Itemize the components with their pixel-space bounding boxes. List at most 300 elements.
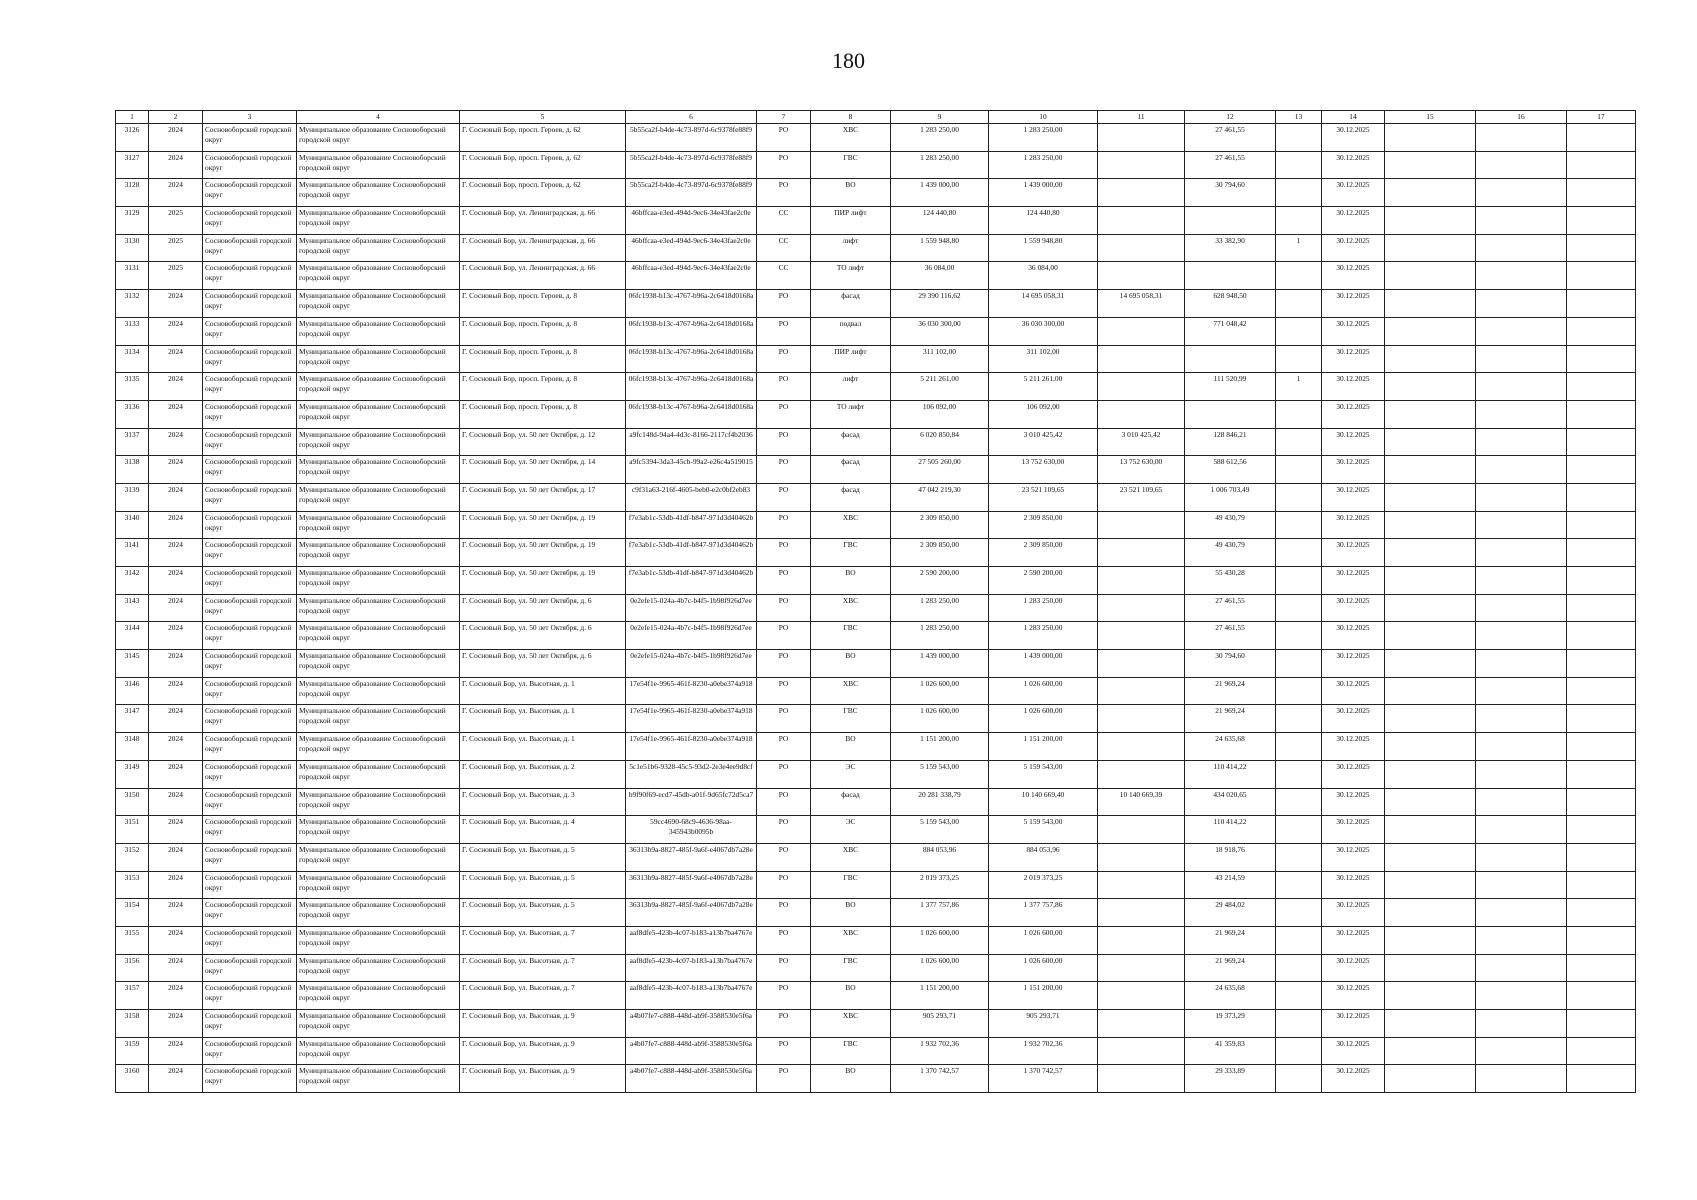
column-number-15: 15 [1385, 111, 1476, 124]
table-row [116, 760, 1636, 788]
col-15-cell [1385, 400, 1476, 428]
cost-extra-cell: 434 020,65 [1185, 788, 1276, 816]
total-cost-cell: 1 370 742,57 [891, 1065, 989, 1093]
col-17-cell [1567, 262, 1636, 290]
table-row [116, 539, 1636, 567]
year-cell: 2024 [149, 179, 203, 207]
cost-other-cell [1098, 151, 1185, 179]
cost-extra-cell: 110 414,22 [1185, 760, 1276, 788]
program-code-cell: РО [757, 843, 811, 871]
municipality-cell: Муниципальное образование Сосновоборский городской округ [297, 982, 460, 1010]
house-guid-cell: 0e2efe15-024a-4b7c-b4f5-1b98f926d7ee [626, 650, 757, 678]
house-guid-cell: f7e3ab1c-53db-41df-b847-971d3d40462b [626, 567, 757, 595]
col-13-cell [1276, 207, 1322, 235]
col-13-cell [1276, 705, 1322, 733]
row-number-cell: 3132 [116, 290, 149, 318]
house-guid-cell: 0e2efe15-024a-4b7c-b4f5-1b98f926d7ee [626, 622, 757, 650]
work-type-cell: ХВС [811, 677, 891, 705]
cost-extra-cell: 49 430,79 [1185, 539, 1276, 567]
column-number-2: 2 [149, 111, 203, 124]
house-guid-cell: 17e54f1e-9965-461f-8230-a0ebe374a918 [626, 677, 757, 705]
cost-fund-cell: 2 590 200,00 [989, 567, 1098, 595]
municipal-district-cell: Сосновоборский городской округ [203, 428, 297, 456]
work-type-cell: ГВС [811, 705, 891, 733]
col-17-cell [1567, 871, 1636, 899]
cost-other-cell [1098, 511, 1185, 539]
program-code-cell: РО [757, 982, 811, 1010]
table-row [116, 207, 1636, 235]
col-13-cell [1276, 982, 1322, 1010]
end-date-cell: 30.12.2025 [1322, 483, 1385, 511]
work-type-cell: ВО [811, 1065, 891, 1093]
row-number-cell: 3130 [116, 234, 149, 262]
municipality-cell: Муниципальное образование Сосновоборский городской округ [297, 1037, 460, 1065]
year-cell: 2024 [149, 871, 203, 899]
work-type-cell: фасад [811, 788, 891, 816]
cost-fund-cell: 1 283 250,00 [989, 151, 1098, 179]
table-row [116, 290, 1636, 318]
cost-extra-cell: 19 373,29 [1185, 1010, 1276, 1038]
col-13-cell: 1 [1276, 234, 1322, 262]
col-13-cell [1276, 290, 1322, 318]
end-date-cell: 30.12.2025 [1322, 207, 1385, 235]
address-cell: Г. Сосновый Бор, ул. 50 лет Октября, д. 19 [460, 567, 626, 595]
row-number-cell: 3137 [116, 428, 149, 456]
work-type-cell: ГВС [811, 151, 891, 179]
cost-other-cell [1098, 567, 1185, 595]
col-16-cell [1476, 428, 1567, 456]
total-cost-cell: 1 026 600,00 [891, 705, 989, 733]
col-17-cell [1567, 511, 1636, 539]
work-type-cell: ХВС [811, 843, 891, 871]
municipality-cell: Муниципальное образование Сосновоборский городской округ [297, 456, 460, 484]
table-row [116, 456, 1636, 484]
municipal-district-cell: Сосновоборский городской округ [203, 677, 297, 705]
municipality-cell: Муниципальное образование Сосновоборский городской округ [297, 483, 460, 511]
cost-fund-cell: 1 283 250,00 [989, 622, 1098, 650]
end-date-cell: 30.12.2025 [1322, 843, 1385, 871]
end-date-cell: 30.12.2025 [1322, 179, 1385, 207]
col-13-cell [1276, 400, 1322, 428]
col-15-cell [1385, 1037, 1476, 1065]
municipality-cell: Муниципальное образование Сосновоборский городской округ [297, 345, 460, 373]
cost-other-cell [1098, 982, 1185, 1010]
end-date-cell: 30.12.2025 [1322, 151, 1385, 179]
table-row [116, 483, 1636, 511]
total-cost-cell: 1 283 250,00 [891, 151, 989, 179]
program-code-cell: РО [757, 1065, 811, 1093]
end-date-cell: 30.12.2025 [1322, 622, 1385, 650]
house-guid-cell: aaf8dfe5-423b-4c07-b183-a13b7ba4767e [626, 926, 757, 954]
col-16-cell [1476, 650, 1567, 678]
house-guid-cell: 46bffcaa-e3ed-494d-9ec6-34e43fae2c0e [626, 262, 757, 290]
col-15-cell [1385, 760, 1476, 788]
col-15-cell [1385, 234, 1476, 262]
col-15-cell [1385, 650, 1476, 678]
col-16-cell [1476, 788, 1567, 816]
col-17-cell [1567, 954, 1636, 982]
col-17-cell [1567, 982, 1636, 1010]
house-guid-cell: aaf8dfe5-423b-4c07-b183-a13b7ba4767e [626, 954, 757, 982]
program-code-cell: РО [757, 622, 811, 650]
col-15-cell [1385, 954, 1476, 982]
col-17-cell [1567, 1010, 1636, 1038]
cost-extra-cell: 110 414,22 [1185, 816, 1276, 844]
col-17-cell [1567, 926, 1636, 954]
address-cell: Г. Сосновый Бор, ул. 50 лет Октября, д. 17 [460, 483, 626, 511]
col-13-cell [1276, 816, 1322, 844]
municipality-cell: Муниципальное образование Сосновоборский городской округ [297, 871, 460, 899]
program-code-cell: РО [757, 428, 811, 456]
municipality-cell: Муниципальное образование Сосновоборский городской округ [297, 400, 460, 428]
end-date-cell: 30.12.2025 [1322, 428, 1385, 456]
cost-other-cell [1098, 262, 1185, 290]
cost-fund-cell: 2 309 850,00 [989, 539, 1098, 567]
cost-fund-cell: 1 377 757,86 [989, 899, 1098, 927]
address-cell: Г. Сосновый Бор, ул. 50 лет Октября, д. 12 [460, 428, 626, 456]
work-type-cell: фасад [811, 456, 891, 484]
cost-other-cell [1098, 622, 1185, 650]
year-cell: 2024 [149, 594, 203, 622]
municipality-cell: Муниципальное образование Сосновоборский городской округ [297, 843, 460, 871]
total-cost-cell: 5 211 261,00 [891, 373, 989, 401]
work-type-cell: ЭС [811, 816, 891, 844]
end-date-cell: 30.12.2025 [1322, 788, 1385, 816]
col-13-cell: 1 [1276, 373, 1322, 401]
cost-fund-cell: 1 439 000,00 [989, 179, 1098, 207]
col-16-cell [1476, 843, 1567, 871]
work-type-cell: ПИР лифт [811, 345, 891, 373]
house-guid-cell: 06fc1938-b13c-4767-b96a-2c6418d0168a [626, 317, 757, 345]
cost-fund-cell: 311 102,00 [989, 345, 1098, 373]
row-number-cell: 3133 [116, 317, 149, 345]
col-17-cell [1567, 151, 1636, 179]
work-type-cell: ВО [811, 650, 891, 678]
program-code-cell: РО [757, 151, 811, 179]
cost-extra-cell [1185, 207, 1276, 235]
cost-extra-cell: 18 918,76 [1185, 843, 1276, 871]
house-guid-cell: 5b55ca2f-b4de-4c73-897d-6c9378fe88f9 [626, 124, 757, 152]
address-cell: Г. Сосновый Бор, просп. Героев, д. 8 [460, 373, 626, 401]
col-13-cell [1276, 428, 1322, 456]
col-16-cell [1476, 954, 1567, 982]
col-17-cell [1567, 345, 1636, 373]
col-17-cell [1567, 179, 1636, 207]
total-cost-cell: 2 309 850,00 [891, 511, 989, 539]
total-cost-cell: 1 377 757,86 [891, 899, 989, 927]
end-date-cell: 30.12.2025 [1322, 234, 1385, 262]
cost-extra-cell [1185, 345, 1276, 373]
address-cell: Г. Сосновый Бор, ул. Высотная, д. 4 [460, 816, 626, 844]
table-row [116, 317, 1636, 345]
cost-fund-cell: 124 440,80 [989, 207, 1098, 235]
row-number-cell: 3149 [116, 760, 149, 788]
col-17-cell [1567, 317, 1636, 345]
address-cell: Г. Сосновый Бор, просп. Героев, д. 62 [460, 151, 626, 179]
column-number-12: 12 [1185, 111, 1276, 124]
municipality-cell: Муниципальное образование Сосновоборский городской округ [297, 622, 460, 650]
address-cell: Г. Сосновый Бор, ул. Высотная, д. 1 [460, 733, 626, 761]
cost-extra-cell: 55 430,28 [1185, 567, 1276, 595]
cost-other-cell: 23 521 109,65 [1098, 483, 1185, 511]
municipality-cell: Муниципальное образование Сосновоборский городской округ [297, 124, 460, 152]
total-cost-cell: 1 151 200,00 [891, 733, 989, 761]
row-number-cell: 3152 [116, 843, 149, 871]
address-cell: Г. Сосновый Бор, ул. 50 лет Октября, д. 6 [460, 622, 626, 650]
cost-fund-cell: 1 026 600,00 [989, 705, 1098, 733]
cost-fund-cell: 1 026 600,00 [989, 677, 1098, 705]
total-cost-cell: 124 440,80 [891, 207, 989, 235]
col-15-cell [1385, 816, 1476, 844]
program-code-cell: РО [757, 705, 811, 733]
total-cost-cell: 311 102,00 [891, 345, 989, 373]
address-cell: Г. Сосновый Бор, просп. Героев, д. 62 [460, 124, 626, 152]
municipal-district-cell: Сосновоборский городской округ [203, 124, 297, 152]
cost-fund-cell: 3 010 425,42 [989, 428, 1098, 456]
address-cell: Г. Сосновый Бор, ул. Ленинградская, д. 66 [460, 207, 626, 235]
work-type-cell: лифт [811, 234, 891, 262]
program-code-cell: РО [757, 539, 811, 567]
address-cell: Г. Сосновый Бор, ул. Высотная, д. 1 [460, 677, 626, 705]
municipal-district-cell: Сосновоборский городской округ [203, 899, 297, 927]
work-type-cell: ПИР лифт [811, 207, 891, 235]
col-16-cell [1476, 871, 1567, 899]
program-code-cell: РО [757, 871, 811, 899]
total-cost-cell: 6 020 850,84 [891, 428, 989, 456]
cost-extra-cell: 111 520,99 [1185, 373, 1276, 401]
program-code-cell: РО [757, 926, 811, 954]
work-type-cell: ТО лифт [811, 400, 891, 428]
cost-fund-cell: 884 053,96 [989, 843, 1098, 871]
cost-extra-cell: 27 461,55 [1185, 594, 1276, 622]
program-code-cell: РО [757, 400, 811, 428]
year-cell: 2024 [149, 733, 203, 761]
address-cell: Г. Сосновый Бор, ул. Высотная, д. 5 [460, 843, 626, 871]
col-17-cell [1567, 1065, 1636, 1093]
cost-fund-cell: 14 695 058,31 [989, 290, 1098, 318]
cost-fund-cell: 23 521 109,65 [989, 483, 1098, 511]
cost-extra-cell: 30 794,60 [1185, 179, 1276, 207]
end-date-cell: 30.12.2025 [1322, 317, 1385, 345]
row-number-cell: 3153 [116, 871, 149, 899]
col-16-cell [1476, 345, 1567, 373]
col-17-cell [1567, 733, 1636, 761]
municipal-district-cell: Сосновоборский городской округ [203, 622, 297, 650]
year-cell: 2024 [149, 124, 203, 152]
col-16-cell [1476, 1065, 1567, 1093]
col-17-cell [1567, 539, 1636, 567]
cost-other-cell [1098, 954, 1185, 982]
col-15-cell [1385, 594, 1476, 622]
column-number-row [116, 111, 1636, 124]
total-cost-cell: 1 283 250,00 [891, 594, 989, 622]
municipal-district-cell: Сосновоборский городской округ [203, 594, 297, 622]
end-date-cell: 30.12.2025 [1322, 677, 1385, 705]
year-cell: 2025 [149, 262, 203, 290]
col-16-cell [1476, 539, 1567, 567]
table-row [116, 151, 1636, 179]
municipality-cell: Муниципальное образование Сосновоборский городской округ [297, 1010, 460, 1038]
program-code-cell: РО [757, 567, 811, 595]
municipality-cell: Муниципальное образование Сосновоборский городской округ [297, 954, 460, 982]
total-cost-cell: 20 281 338,79 [891, 788, 989, 816]
cost-fund-cell: 2 309 850,00 [989, 511, 1098, 539]
total-cost-cell: 27 505 260,00 [891, 456, 989, 484]
col-13-cell [1276, 539, 1322, 567]
end-date-cell: 30.12.2025 [1322, 705, 1385, 733]
cost-extra-cell [1185, 400, 1276, 428]
page-number: 180 [832, 48, 865, 73]
end-date-cell: 30.12.2025 [1322, 511, 1385, 539]
program-code-cell: РО [757, 317, 811, 345]
row-number-cell: 3143 [116, 594, 149, 622]
col-16-cell [1476, 317, 1567, 345]
cost-other-cell [1098, 124, 1185, 152]
year-cell: 2024 [149, 899, 203, 927]
year-cell: 2024 [149, 151, 203, 179]
col-15-cell [1385, 567, 1476, 595]
col-17-cell [1567, 622, 1636, 650]
col-17-cell [1567, 677, 1636, 705]
house-guid-cell: 46bffcaa-e3ed-494d-9ec6-34e43fae2c0e [626, 234, 757, 262]
cost-fund-cell: 1 026 600,00 [989, 954, 1098, 982]
work-type-cell: ВО [811, 982, 891, 1010]
row-number-cell: 3129 [116, 207, 149, 235]
total-cost-cell: 1 026 600,00 [891, 926, 989, 954]
table-row [116, 843, 1636, 871]
col-16-cell [1476, 207, 1567, 235]
municipal-district-cell: Сосновоборский городской округ [203, 207, 297, 235]
table-row [116, 1037, 1636, 1065]
house-guid-cell: 59cc4690-68c9-4636-98aa-345943b0095b [626, 816, 757, 844]
cost-fund-cell: 1 026 600,00 [989, 926, 1098, 954]
column-number-4: 4 [297, 111, 460, 124]
total-cost-cell: 1 151 200,00 [891, 982, 989, 1010]
table-row [116, 954, 1636, 982]
cost-other-cell [1098, 1065, 1185, 1093]
municipal-district-cell: Сосновоборский городской округ [203, 317, 297, 345]
house-guid-cell: a4b07fe7-c888-448d-ab9f-3588530e5f6a [626, 1010, 757, 1038]
col-15-cell [1385, 483, 1476, 511]
col-13-cell [1276, 622, 1322, 650]
program-code-cell: РО [757, 816, 811, 844]
municipal-district-cell: Сосновоборский городской округ [203, 400, 297, 428]
work-type-cell: ЭС [811, 760, 891, 788]
end-date-cell: 30.12.2025 [1322, 290, 1385, 318]
year-cell: 2024 [149, 843, 203, 871]
year-cell: 2024 [149, 677, 203, 705]
total-cost-cell: 1 026 600,00 [891, 677, 989, 705]
address-cell: Г. Сосновый Бор, ул. 50 лет Октября, д. 14 [460, 456, 626, 484]
year-cell: 2024 [149, 428, 203, 456]
address-cell: Г. Сосновый Бор, ул. 50 лет Октября, д. 6 [460, 594, 626, 622]
year-cell: 2024 [149, 650, 203, 678]
col-15-cell [1385, 428, 1476, 456]
col-17-cell [1567, 456, 1636, 484]
cost-extra-cell: 628 948,50 [1185, 290, 1276, 318]
col-15-cell [1385, 207, 1476, 235]
municipal-district-cell: Сосновоборский городской округ [203, 179, 297, 207]
house-guid-cell: 46bffcaa-e3ed-494d-9ec6-34e43fae2c0e [626, 207, 757, 235]
year-cell: 2024 [149, 982, 203, 1010]
cost-other-cell: 10 140 669,39 [1098, 788, 1185, 816]
col-15-cell [1385, 1065, 1476, 1093]
cost-fund-cell: 1 932 702,36 [989, 1037, 1098, 1065]
municipality-cell: Муниципальное образование Сосновоборский городской округ [297, 290, 460, 318]
col-16-cell [1476, 1037, 1567, 1065]
municipal-district-cell: Сосновоборский городской округ [203, 816, 297, 844]
cost-other-cell [1098, 733, 1185, 761]
cost-fund-cell: 5 211 261,00 [989, 373, 1098, 401]
cost-fund-cell: 13 752 630,00 [989, 456, 1098, 484]
cost-other-cell [1098, 373, 1185, 401]
cost-extra-cell: 24 635,68 [1185, 982, 1276, 1010]
work-type-cell: ХВС [811, 124, 891, 152]
col-15-cell [1385, 151, 1476, 179]
table-row [116, 567, 1636, 595]
work-type-cell: ТО лифт [811, 262, 891, 290]
total-cost-cell: 1 439 000,00 [891, 179, 989, 207]
address-cell: Г. Сосновый Бор, просп. Героев, д. 8 [460, 317, 626, 345]
row-number-cell: 3126 [116, 124, 149, 152]
col-17-cell [1567, 290, 1636, 318]
row-number-cell: 3140 [116, 511, 149, 539]
municipal-district-cell: Сосновоборский городской округ [203, 871, 297, 899]
work-type-cell: ГВС [811, 871, 891, 899]
col-13-cell [1276, 1010, 1322, 1038]
house-guid-cell: 5c1e51b6-9328-45c5-93d2-2e3e4ee9d8cf [626, 760, 757, 788]
municipality-cell: Муниципальное образование Сосновоборский городской округ [297, 317, 460, 345]
program-code-cell: СС [757, 207, 811, 235]
address-cell: Г. Сосновый Бор, просп. Героев, д. 8 [460, 400, 626, 428]
cost-other-cell [1098, 926, 1185, 954]
cost-extra-cell: 128 846,21 [1185, 428, 1276, 456]
cost-fund-cell: 2 019 373,25 [989, 871, 1098, 899]
municipal-district-cell: Сосновоборский городской округ [203, 650, 297, 678]
cost-fund-cell: 905 293,71 [989, 1010, 1098, 1038]
cost-extra-cell: 21 969,24 [1185, 705, 1276, 733]
municipal-district-cell: Сосновоборский городской округ [203, 567, 297, 595]
municipality-cell: Муниципальное образование Сосновоборский городской округ [297, 760, 460, 788]
municipal-district-cell: Сосновоборский городской округ [203, 483, 297, 511]
house-guid-cell: 5b55ca2f-b4de-4c73-897d-6c9378fe88f9 [626, 151, 757, 179]
total-cost-cell: 2 019 373,25 [891, 871, 989, 899]
cost-extra-cell: 41 359,83 [1185, 1037, 1276, 1065]
register-table [115, 110, 1636, 1093]
row-number-cell: 3157 [116, 982, 149, 1010]
col-13-cell [1276, 511, 1322, 539]
cost-fund-cell: 1 283 250,00 [989, 594, 1098, 622]
total-cost-cell: 5 159 543,00 [891, 760, 989, 788]
col-15-cell [1385, 511, 1476, 539]
col-17-cell [1567, 705, 1636, 733]
address-cell: Г. Сосновый Бор, ул. Ленинградская, д. 66 [460, 234, 626, 262]
row-number-cell: 3147 [116, 705, 149, 733]
work-type-cell: фасад [811, 290, 891, 318]
total-cost-cell: 2 590 200,00 [891, 567, 989, 595]
col-16-cell [1476, 373, 1567, 401]
table-row [116, 899, 1636, 927]
municipality-cell: Муниципальное образование Сосновоборский городской округ [297, 262, 460, 290]
cost-other-cell [1098, 816, 1185, 844]
address-cell: Г. Сосновый Бор, ул. 50 лет Октября, д. 6 [460, 650, 626, 678]
col-13-cell [1276, 124, 1322, 152]
cost-extra-cell: 21 969,24 [1185, 677, 1276, 705]
municipal-district-cell: Сосновоборский городской округ [203, 760, 297, 788]
municipality-cell: Муниципальное образование Сосновоборский городской округ [297, 179, 460, 207]
col-16-cell [1476, 816, 1567, 844]
program-code-cell: РО [757, 788, 811, 816]
